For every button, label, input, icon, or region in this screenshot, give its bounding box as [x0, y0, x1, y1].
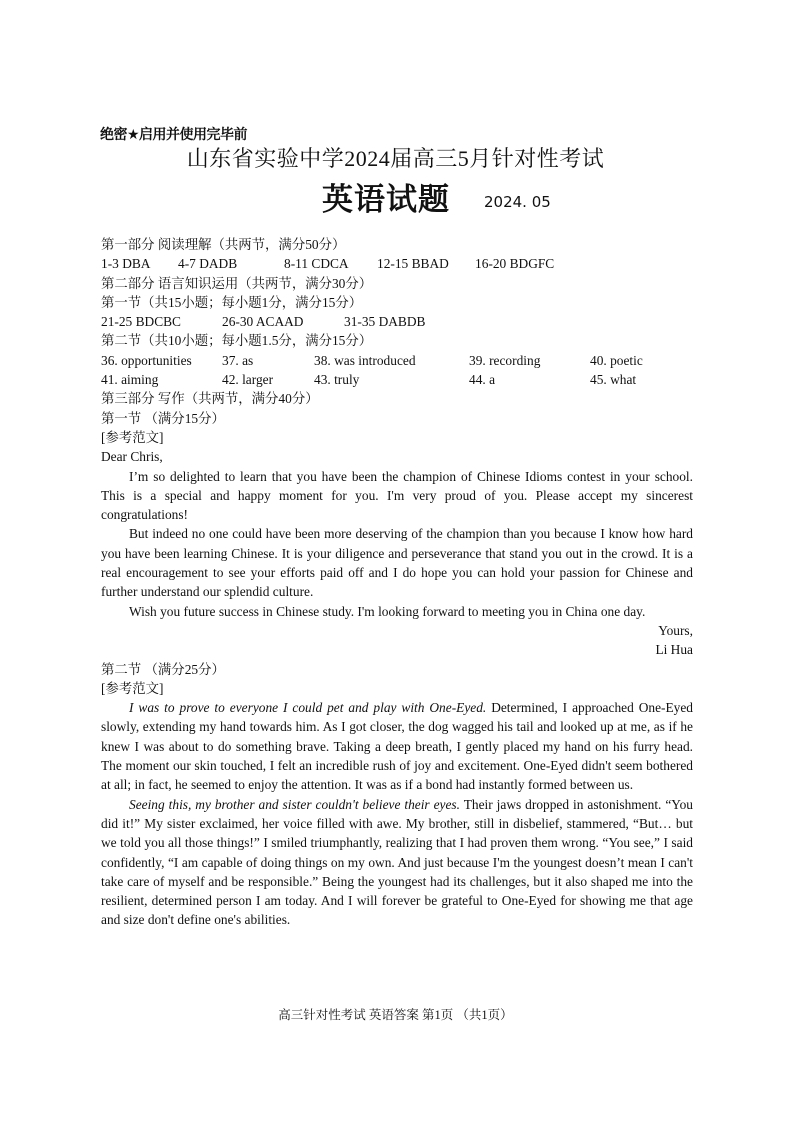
letter-signature: Li Hua — [655, 642, 693, 658]
cloze-answer: 38. was introduced — [314, 352, 416, 368]
part2-heading: 第二部分 语言知识运用（共两节，满分30分） — [101, 275, 373, 291]
story-paragraph — [101, 698, 693, 794]
sample-essay-label: [参考范文] — [101, 680, 164, 696]
cloze-answer: 44. a — [469, 372, 496, 388]
answer-content — [101, 235, 693, 930]
cloze-answer: 42. larger — [222, 372, 274, 388]
part1-answers — [101, 254, 693, 273]
letter-closing: Yours, — [658, 622, 693, 638]
part3-section2-heading: 第二节 （满分25分） — [101, 661, 225, 677]
cloze-answer: 39. recording — [469, 352, 541, 368]
answer-group: 12-15 BBAD — [377, 256, 449, 272]
part2-section1-heading: 第一节（共15小题；每小题1分，满分15分） — [101, 294, 363, 310]
sample-essay-label: [参考范文] — [101, 429, 164, 445]
answer-group: 16-20 BDGFC — [475, 256, 555, 272]
part2-section2-heading: 第二节（共10小题；每小题1.5分，满分15分） — [101, 333, 373, 349]
story-lead-sentence: Seeing this, my brother and sister couldn't believe their eyes. — [129, 796, 460, 812]
exam-date: 2024. 05 — [484, 193, 551, 211]
school-exam-title: 山东省实验中学2024届高三5月针对性考试 — [186, 146, 605, 171]
letter-paragraph: Wish you future success in Chinese study. I'm looking forward to meeting you in China one day. — [129, 603, 646, 619]
cloze-answer: 40. poetic — [590, 352, 643, 368]
cloze-answer: 43. truly — [314, 372, 360, 388]
answer-group: 31-35 DABDB — [344, 314, 426, 330]
answer-group: 1-3 DBA — [101, 256, 151, 272]
story-lead-sentence: I was to prove to everyone I could pet and play with One-Eyed. — [129, 700, 487, 716]
cloze-answer: 37. as — [222, 352, 254, 368]
letter-paragraph: But indeed no one could have been more deserving of the champion than you because I know how hard you have been learning Chinese. It is your diligence and perseverance that stand you out in the crowd. It is a real encouragement to see your efforts paid off and I do hope you can hold your passion for Chinese and further understand our splendid culture. — [101, 526, 693, 600]
confidential-mark: 绝密★启用并使用完毕前 — [100, 127, 248, 143]
letter-paragraph: I’m so delighted to learn that you have been the champion of Chinese Idioms contest in your school. This is a special and happy moment for you. I'm very proud of you. Please accept my sincerest congratulations! — [101, 468, 693, 523]
part2-section2-row2 — [101, 370, 693, 389]
part2-section2-row1 — [101, 351, 693, 370]
answer-group: 8-11 CDCA — [284, 256, 349, 272]
letter-salutation: Dear Chris, — [101, 449, 163, 465]
part1-heading: 第一部分 阅读理解（共两节，满分50分） — [101, 237, 346, 252]
part3-section1-heading: 第一节 （满分15分） — [101, 410, 225, 426]
cloze-answer: 45. what — [590, 372, 637, 388]
story-body-text: Their jaws dropped in astonishment. “You did it!” My sister exclaimed, her voice filled with awe. My brother, still in disbelief, stammered, “But… but we told you all those things!” I smiled triumphantly, realizing that I had proven them wrong. “You see,” I said confidently, “I am capable of doing things on my own. And just because I'm the youngest doesn’t mean I can't take care of myself and be responsible.” Being the youngest had its challenges, but it also shaped me into the resilient, determined person I am today. And I will forever be grateful to One-Eyed for showing me that age and size don't define one's abilities. — [101, 796, 694, 928]
answer-group: 21-25 BDCBC — [101, 314, 181, 330]
cloze-answer: 36. opportunities — [101, 352, 192, 368]
part3-heading: 第三部分 写作（共两节，满分40分） — [101, 391, 319, 407]
cloze-answer: 41. aiming — [101, 372, 159, 388]
answer-group: 4-7 DADB — [178, 256, 238, 272]
story-paragraph — [101, 795, 693, 930]
page-footer: 高三针对性考试 英语答案 第1页 （共1页） — [278, 1008, 513, 1022]
story-body-text: Determined, I approached One-Eyed slowly, extending my hand towards him. As I got closer, the dog wagged his tail and looked up at me, as if he knew I was about to do something brave. Taking a deep breath, I gently placed my hand on his furry head. The moment our skin touched, I felt an incredible rush of joy and excitement. One-Eyed didn't seem bothered at all; in fact, he seemed to enjoy the attention. It was as if a bond had instantly formed between us. — [101, 700, 693, 793]
answer-group: 26-30 ACAAD — [222, 314, 304, 330]
subject-title: 英语试题 — [322, 182, 450, 218]
part2-section1-answers — [101, 312, 693, 331]
